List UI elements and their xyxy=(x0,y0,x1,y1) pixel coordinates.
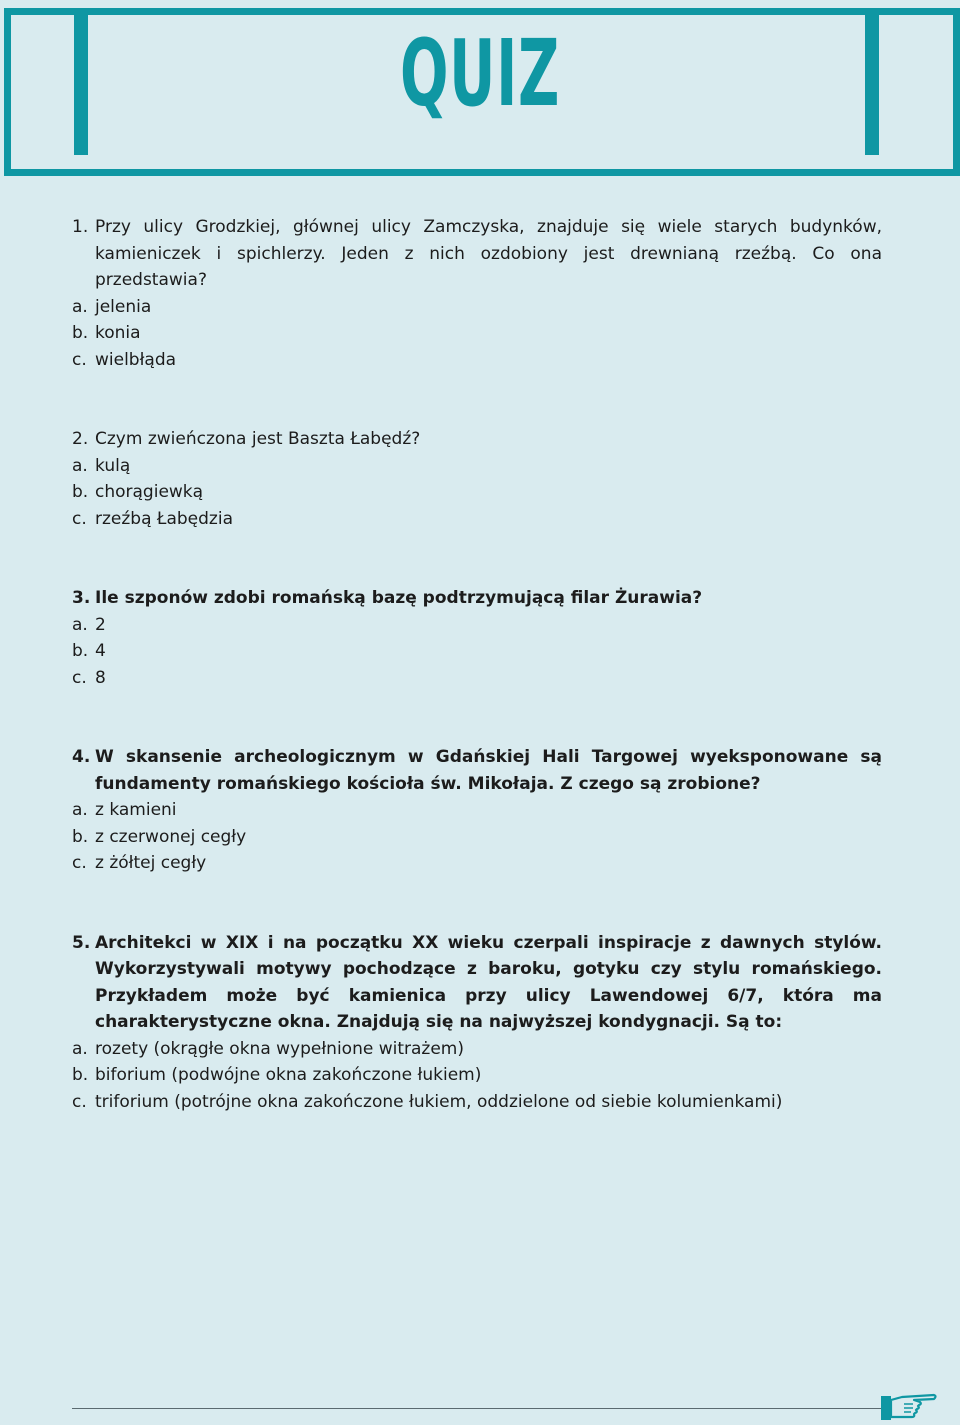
question-text-row xyxy=(72,426,882,453)
option-letter: c. xyxy=(72,853,87,873)
option-text: konia xyxy=(95,323,141,343)
option-text: chorągiewką xyxy=(95,482,204,502)
question-number: 3. xyxy=(72,588,91,608)
question-4 xyxy=(72,744,882,877)
option-text: 8 xyxy=(95,667,106,688)
answer-option-c[interactable] xyxy=(72,1089,882,1116)
option-letter: a. xyxy=(72,1038,88,1059)
option-text: z kamieni xyxy=(95,800,177,820)
option-text: triforium (potrójne okna zakończone łukiem, oddzielone od siebie kolumienkami) xyxy=(95,1091,783,1112)
question-3 xyxy=(72,585,882,691)
option-text: jelenia xyxy=(95,296,152,317)
answer-option-c[interactable] xyxy=(72,347,882,374)
answer-option-c[interactable] xyxy=(72,506,882,533)
option-letter: a. xyxy=(72,455,88,476)
question-text-row xyxy=(72,214,882,294)
option-text: wielbłąda xyxy=(95,349,177,370)
option-text: 2 xyxy=(95,614,106,635)
question-number: 5. xyxy=(72,932,91,953)
answer-option-b[interactable] xyxy=(72,479,882,506)
option-letter: b. xyxy=(72,482,89,502)
option-text: z czerwonej cegły xyxy=(95,826,247,847)
question-text-row xyxy=(72,744,882,797)
question-number: 2. xyxy=(72,429,89,449)
answer-option-a[interactable] xyxy=(72,453,882,480)
option-text: 4 xyxy=(95,641,106,661)
answer-option-c[interactable] xyxy=(72,665,882,692)
option-letter: a. xyxy=(72,296,88,317)
option-letter: b. xyxy=(72,826,89,847)
option-text: rzeźbą Łabędzia xyxy=(95,508,233,529)
option-letter: b. xyxy=(72,323,89,343)
option-letter: b. xyxy=(72,1065,89,1085)
question-5 xyxy=(72,930,882,1116)
option-text: rozety (okrągłe okna wypełnione witrażem) xyxy=(95,1038,464,1059)
banner-left-bar xyxy=(74,15,88,155)
option-letter: a. xyxy=(72,800,88,820)
question-text: Przy ulicy Grodzkiej, głównej ulicy Zamczyska, znajduje się wiele starych budynków, kamieniczek i spichlerzy. Jeden z nich ozdobiony jest drewnianą rzeźbą. Co ona przedstawia? xyxy=(95,217,882,290)
answer-option-a[interactable] xyxy=(72,294,882,321)
answer-option-a[interactable] xyxy=(72,612,882,639)
answer-option-a[interactable] xyxy=(72,797,882,824)
question-1 xyxy=(72,214,882,373)
question-text: W skansenie archeologicznym w Gdańskiej Hali Targowej wyeksponowane są fundamenty romańskiego kościoła św. Mikołaja. Z czego są zrobione? xyxy=(95,747,882,794)
page-title: QUIZ xyxy=(400,20,560,127)
banner-right-bar xyxy=(865,15,879,155)
option-letter: c. xyxy=(72,1091,87,1112)
question-number: 1. xyxy=(72,217,89,237)
option-letter: c. xyxy=(72,508,87,529)
option-letter: c. xyxy=(72,349,87,370)
option-text: kulą xyxy=(95,455,131,476)
quiz-banner xyxy=(0,0,960,172)
answer-option-a[interactable] xyxy=(72,1036,882,1063)
question-text-row xyxy=(72,585,882,612)
footer-divider xyxy=(72,1408,882,1409)
question-list xyxy=(72,214,882,1168)
question-number: 4. xyxy=(72,747,91,767)
question-text: Architekci w XIX i na początku XX wieku czerpali inspiracje z dawnych stylów. Wykorzystywali motywy pochodzące z baroku, gotyku czy stylu romańskiego. Przykładem może być kamienica przy ulicy Lawendowej 6/7, która ma charakterystyczne okna. Znajdują się na najwyższej kondygnacji. Są to: xyxy=(95,932,882,1032)
option-text: z żółtej cegły xyxy=(95,853,207,873)
pointing-hand-icon[interactable] xyxy=(880,1390,938,1422)
option-letter: a. xyxy=(72,614,88,635)
question-text: Czym zwieńczona jest Baszta Łabędź? xyxy=(95,429,421,449)
answer-option-c[interactable] xyxy=(72,850,882,877)
option-letter: c. xyxy=(72,667,87,688)
answer-option-b[interactable] xyxy=(72,824,882,851)
question-text-row xyxy=(72,930,882,1036)
answer-option-b[interactable] xyxy=(72,1062,882,1089)
answer-option-b[interactable] xyxy=(72,320,882,347)
option-text: biforium (podwójne okna zakończone łukiem) xyxy=(95,1065,482,1085)
answer-option-b[interactable] xyxy=(72,638,882,665)
question-text: Ile szponów zdobi romańską bazę podtrzymującą filar Żurawia? xyxy=(95,588,703,608)
option-letter: b. xyxy=(72,641,89,661)
question-2 xyxy=(72,426,882,532)
